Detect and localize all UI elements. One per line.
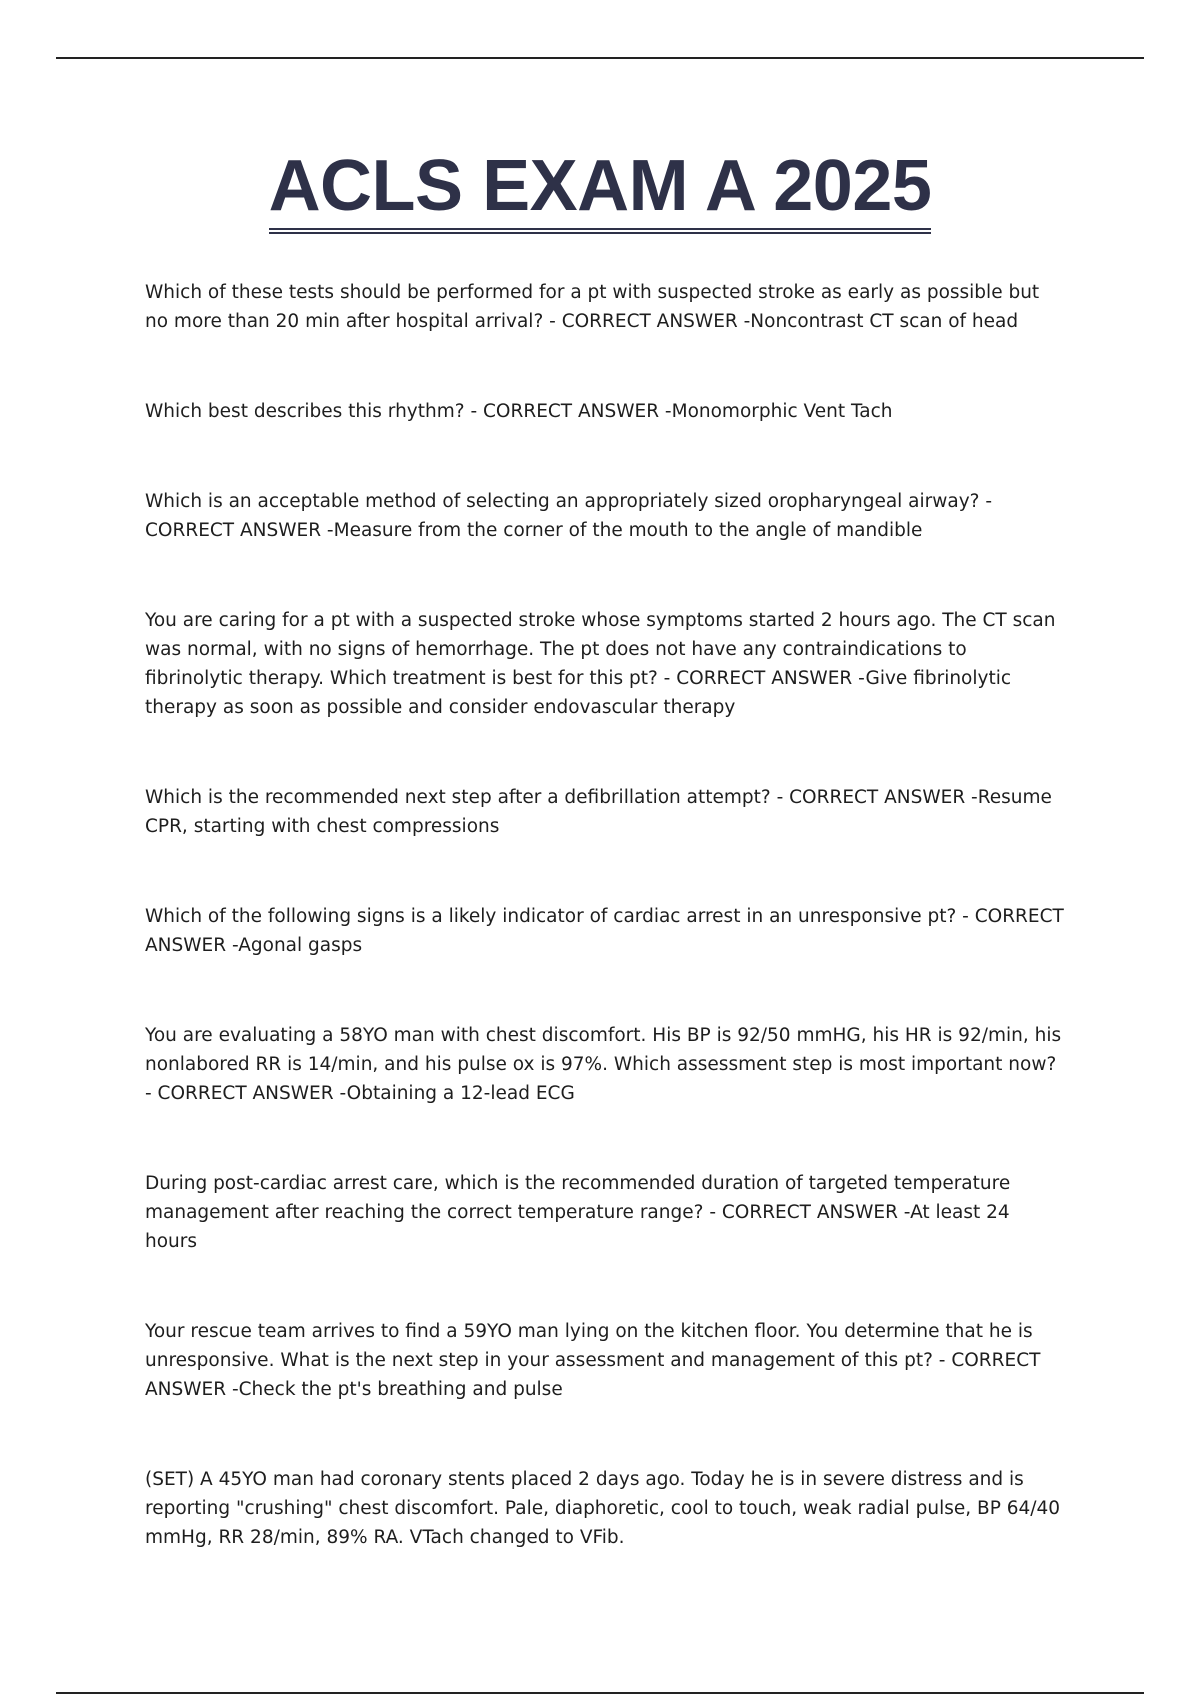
title-container: [0, 146, 1200, 234]
qa-item: During post-cardiac arrest care, which is the recommended duration of targeted temperature management after reaching the correct temperature range? - CORRECT ANSWER -At least 24 hours: [145, 1173, 1011, 1252]
bottom-divider: [56, 1692, 1144, 1694]
qa-item: Which is the recommended next step after a defibrillation attempt? - CORRECT ANSWER -Resume CPR, starting with chest compressions: [145, 787, 1052, 837]
qa-item: Which of these tests should be performed for a pt with suspected stroke as early as possible but no more than 20 min after hospital arrival? - CORRECT ANSWER -Noncontrast CT scan of head: [145, 282, 1040, 332]
page-title: ACLS EXAM A 2025: [269, 150, 932, 234]
qa-item: Which best describes this rhythm? - CORRECT ANSWER -Monomorphic Vent Tach: [145, 401, 893, 422]
qa-list: [145, 278, 1065, 1552]
qa-item: Which of the following signs is a likely indicator of cardiac arrest in an unresponsive pt? - CORRECT ANSWER -Agonal gasps: [145, 906, 1064, 956]
qa-item: Your rescue team arrives to find a 59YO man lying on the kitchen floor. You determine that he is unresponsive. What is the next step in your assessment and management of this pt? - CORRECT ANSWER -Check the pt's breathing and pulse: [145, 1321, 1041, 1400]
qa-item: You are evaluating a 58YO man with chest discomfort. His BP is 92/50 mmHG, his HR is 92/min, his nonlabored RR is 14/min, and his pulse ox is 97%. Which assessment step is most important now? - CORRECT ANSWER -Obtaining a 12-lead ECG: [145, 1025, 1062, 1104]
qa-item: You are caring for a pt with a suspected stroke whose symptoms started 2 hours ago. The CT scan was normal, with no signs of hemorrhage. The pt does not have any contraindications to fibrinolytic therapy. Which treatment is best for this pt? - CORRECT ANSWER -Give fibrinolytic therapy as soon as possible and consider endovascular therapy: [145, 610, 1056, 718]
qa-item: Which is an acceptable method of selecting an appropriately sized oropharyngeal airway? - CORRECT ANSWER -Measure from the corner of the mouth to the angle of mandible: [145, 491, 993, 541]
top-divider: [56, 57, 1144, 59]
qa-item: (SET) A 45YO man had coronary stents placed 2 days ago. Today he is in severe distress and is reporting "crushing" chest discomfort. Pale, diaphoretic, cool to touch, weak radial pulse, BP 64/40 mmHg, RR 28/min, 89% RA. VTach changed to VFib.: [145, 1469, 1061, 1548]
